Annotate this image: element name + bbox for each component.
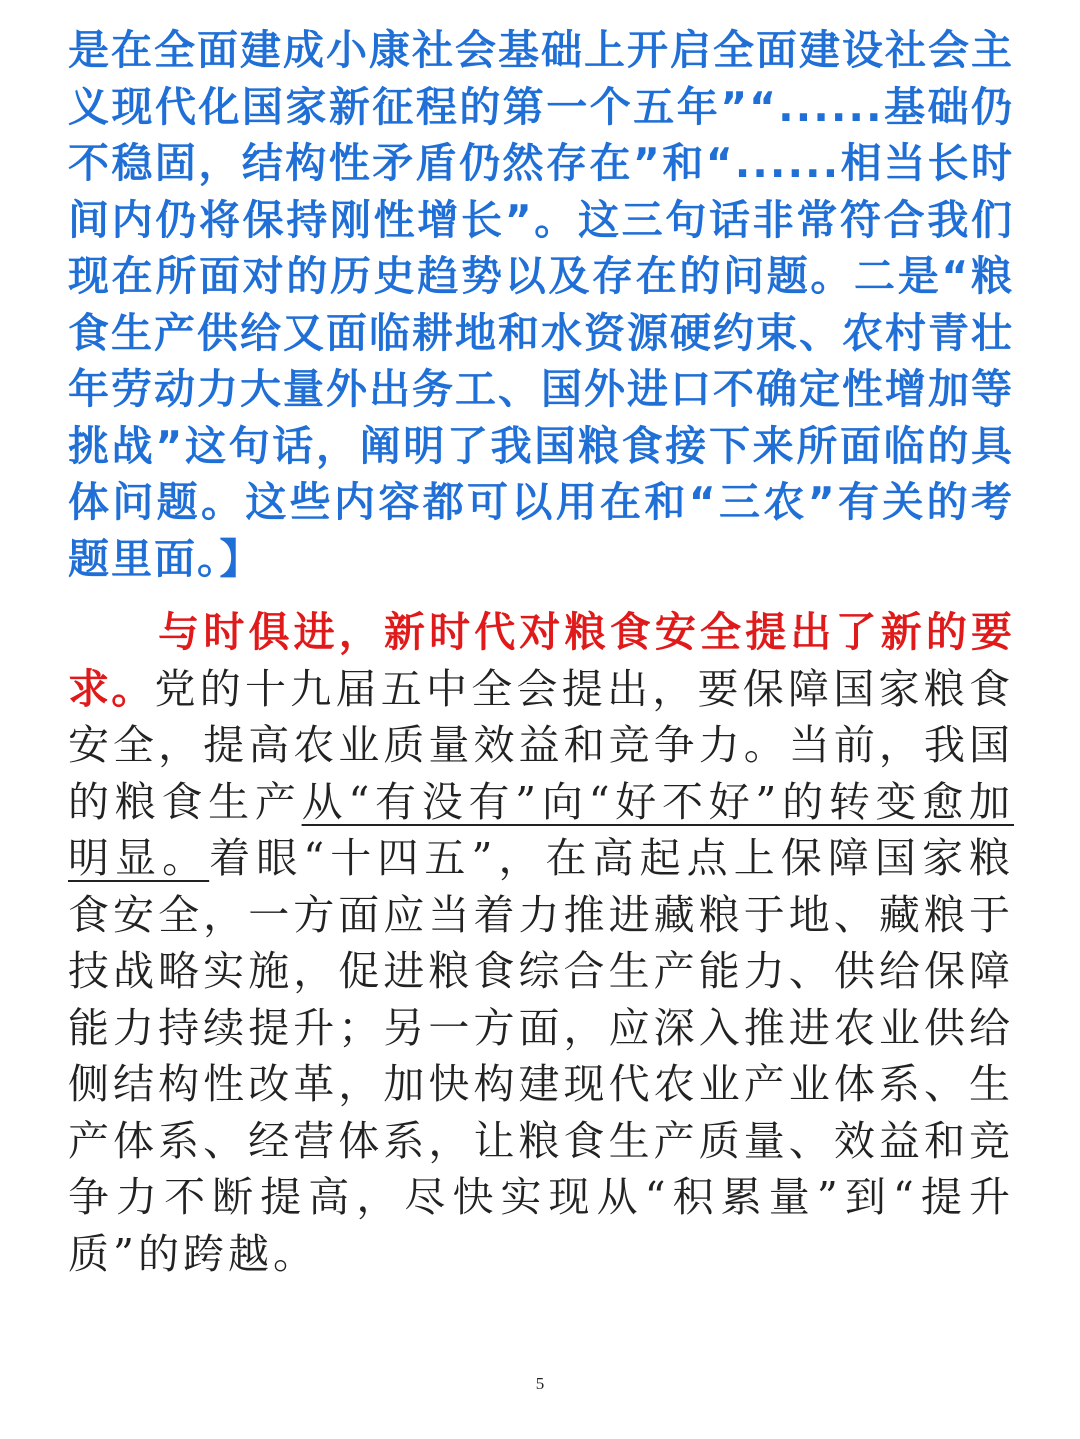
body-paragraph bbox=[68, 604, 1014, 1282]
underlined-phrase: 从“有没有”向“好不好”的转变愈加明显。 bbox=[68, 777, 1014, 882]
body-text-part-1: 党的十九届五中全会提出，要保障国家粮食安全，提高农业质量效益和竞争力。当前，我国的粮食生产 bbox=[68, 664, 1014, 826]
body-text-part-2: 着眼“十四五”，在高起点上保障国家粮食安全，一方面应当着力推进藏粮于地、藏粮于技战略实施，促进粮食综合生产能力、供给保障能力持续提升；另一方面，应深入推进农业供给侧结构性改革，加快构建现代农业产业体系、生产体系、经营体系，让粮食生产质量、效益和竞争力不断提高，尽快实现从“积累量”到“提升质”的跨越。 bbox=[68, 834, 1015, 1278]
commentary-paragraph: 是在全面建成小康社会基础上开启全面建设社会主义现代化国家新征程的第一个五年”“......基础仍不稳固，结构性矛盾仍然存在”和“......相当长时间内仍将保持刚性增长”。这三句话非常符合我们现在所面对的历史趋势以及存在的问题。二是“粮食生产供给又面临耕地和水资源硬约束、农村青壮年劳动力大量外出务工、国外进口不确定性增加等挑战”这句话，阐明了我国粮食接下来所面临的具体问题。这些内容都可以用在和“三农”有关的考题里面。】 bbox=[68, 26, 1014, 583]
page-number: 5 bbox=[535, 1374, 545, 1393]
lead-sentence: 与时俱进，新时代对粮食安全提出了新的要求。 bbox=[68, 608, 1014, 713]
